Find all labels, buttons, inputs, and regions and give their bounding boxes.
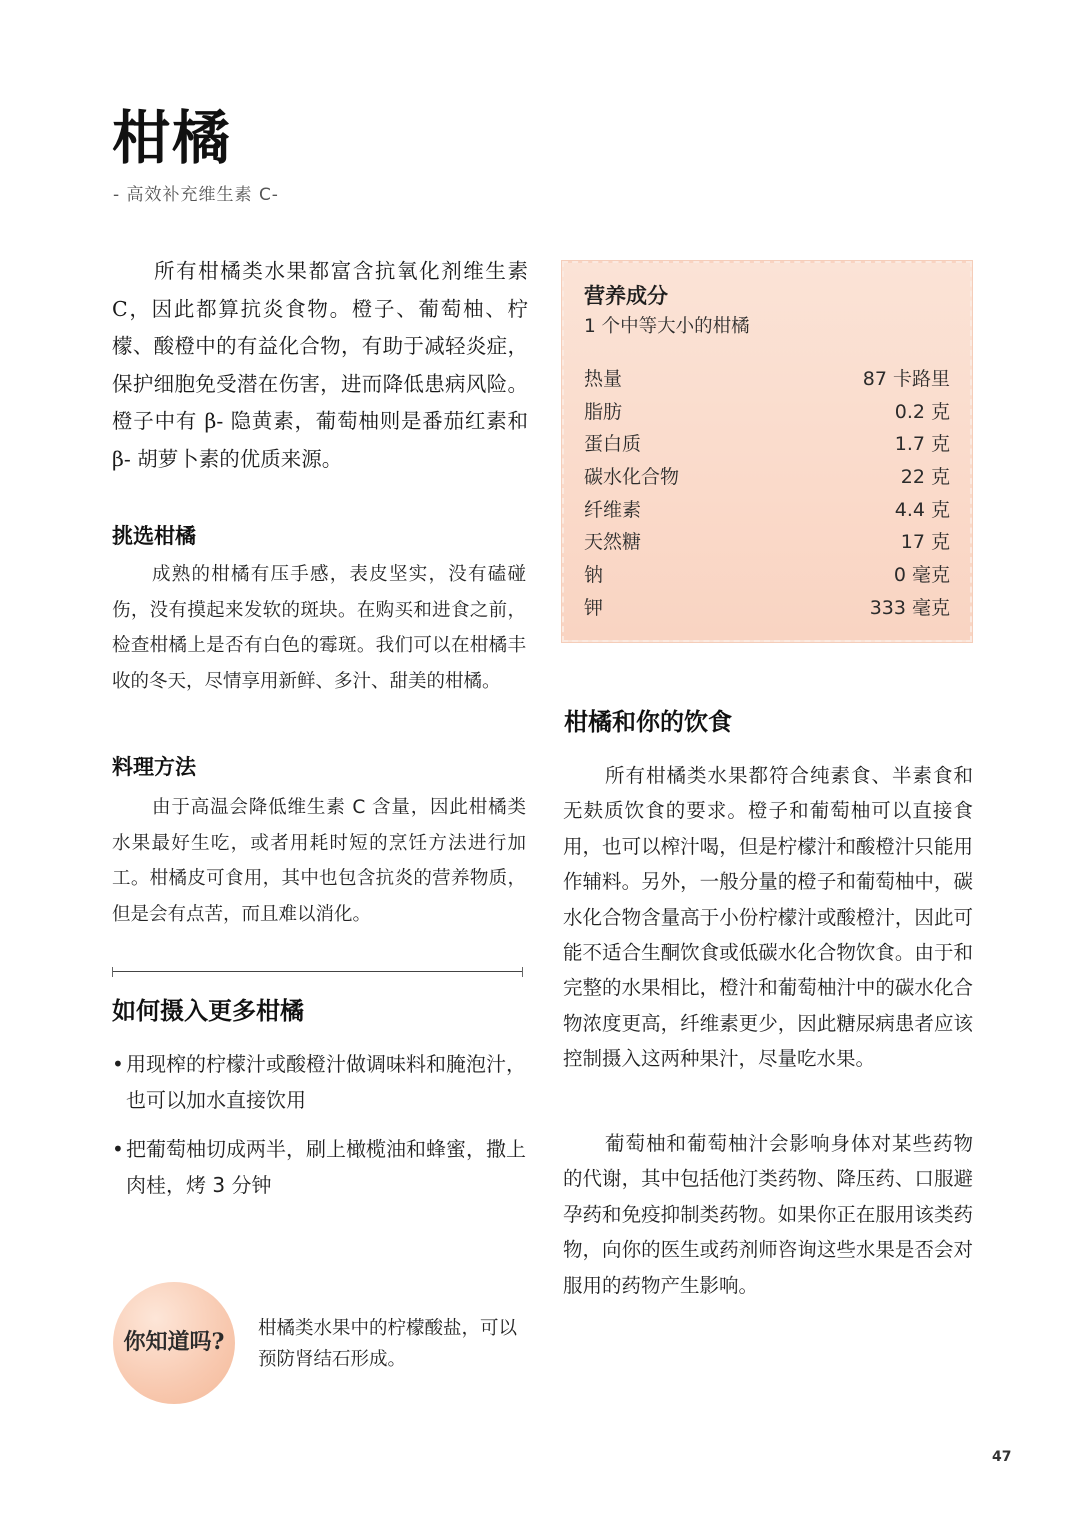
- diet-paragraph-2: 葡萄柚和葡萄柚汁会影响身体对某些药物的代谢，其中包括他汀类药物、降压药、口服避孕药和免疫抑制类药物。如果你正在服用该类药物，向你的医生或药剂师咨询这些水果是否会对服用的药物产生影响。: [563, 1132, 973, 1297]
- nutrition-serving: 1 个中等大小的柑橘: [584, 316, 750, 337]
- section-divider: [112, 967, 523, 977]
- did-you-know-label: 你知道吗?: [123, 1329, 225, 1355]
- tips-list: [112, 1046, 528, 1216]
- nutrient-name: 脂肪: [584, 400, 623, 423]
- nutrient-name: 热量: [584, 368, 623, 390]
- nutrient-name: 钠: [584, 564, 604, 587]
- nutrient-name: 钾: [584, 596, 604, 619]
- nutrient-name: 蛋白质: [584, 433, 642, 456]
- tip-text: 把葡萄柚切成两半，刷上橄榄油和蜂蜜，撒上肉桂，烤 3 分钟: [126, 1137, 526, 1197]
- table-row: [584, 396, 950, 429]
- more-heading: 如何摄入更多柑橘: [112, 996, 304, 1025]
- table-row: [584, 592, 950, 625]
- page-title: 柑橘: [112, 104, 233, 172]
- nutrient-name: 碳水化合物: [584, 466, 680, 489]
- table-row: [584, 428, 950, 461]
- table-row: [584, 363, 950, 396]
- nutrient-value: 17 克: [900, 531, 950, 554]
- page-subtitle: - 高效补充维生素 C-: [113, 185, 279, 205]
- table-row: [584, 526, 950, 559]
- nutrition-table: [584, 363, 950, 625]
- cooking-paragraph: 由于高温会降低维生素 C 含量，因此柑橘类水果最好生吃，或者用耗时短的烹饪方法进行加工。柑橘皮可食用，其中也包含抗炎的营养物质，但是会有点苦，而且难以消化。: [112, 797, 526, 925]
- table-row: [584, 559, 950, 592]
- tip-text: 用现榨的柠檬汁或酸橙汁做调味料和腌泡汁，也可以加水直接饮用: [126, 1052, 526, 1112]
- nutrient-value: 22 克: [900, 466, 950, 489]
- diet-paragraph-1: 所有柑橘类水果都符合纯素食、半素食和无麸质饮食的要求。橙子和葡萄柚可以直接食用，也可以榨汁喝，但是柠檬汁和酸橙汁只能用作辅料。另外，一般分量的橙子和葡萄柚中，碳水化合物含量高于小份柠檬汁或酸橙汁，因此可能不适合生酮饮食或低碳水化合物饮食。由于和完整的水果相比，橙汁和葡萄柚汁中的碳水化合物浓度更高，纤维素更少，因此糖尿病患者应该控制摄入这两种果汁，尽量吃水果。: [563, 764, 973, 1071]
- nutrient-value: 0.2 克: [894, 400, 950, 423]
- list-item: [112, 1131, 528, 1203]
- bullet-icon: •: [112, 1137, 124, 1161]
- intro-paragraph: 所有柑橘类水果都富含抗氧化剂维生素 C，因此都算抗炎食物。橙子、葡萄柚、柠檬、酸橙中的有益化合物，有助于减轻炎症，保护细胞免受潜在伤害，进而降低患病风险。橙子中有 β- 隐黄素，葡萄柚则是番茄红素和 β- 胡萝卜素的优质来源。: [112, 259, 528, 471]
- nutrient-value: 87 卡路里: [862, 368, 950, 390]
- cooking-heading: 料理方法: [112, 754, 196, 779]
- nutrient-value: 333 毫克: [869, 596, 950, 619]
- did-you-know-text: 柑橘类水果中的柠檬酸盐，可以预防肾结石形成。: [258, 1318, 518, 1370]
- nutrient-name: 纤维素: [584, 498, 642, 521]
- nutrient-name: 天然糖: [584, 531, 642, 554]
- diet-heading: 柑橘和你的饮食: [564, 707, 732, 736]
- bullet-icon: •: [112, 1052, 124, 1076]
- page-number: 47: [992, 1449, 1012, 1465]
- nutrition-title: 营养成分: [584, 284, 668, 308]
- table-row: [584, 461, 950, 494]
- nutrient-value: 1.7 克: [894, 433, 950, 456]
- selecting-paragraph: 成熟的柑橘有压手感，表皮坚实，没有磕碰伤，没有摸起来发软的斑块。在购买和进食之前，检查柑橘上是否有白色的霉斑。我们可以在柑橘丰收的冬天，尽情享用新鲜、多汁、甜美的柑橘。: [112, 564, 526, 692]
- nutrient-value: 0 毫克: [893, 564, 950, 587]
- selecting-heading: 挑选柑橘: [112, 523, 196, 548]
- table-row: [584, 494, 950, 527]
- list-item: [112, 1046, 528, 1118]
- nutrient-value: 4.4 克: [894, 498, 950, 521]
